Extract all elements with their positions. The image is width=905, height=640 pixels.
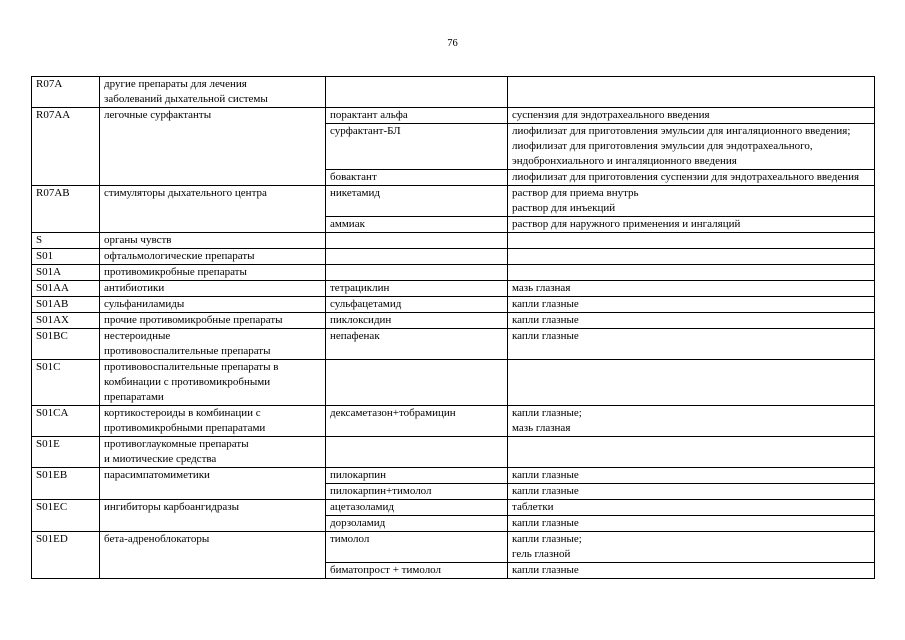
dosage-form-cell: капли глазные; мазь глазная bbox=[508, 406, 875, 437]
drug-name-cell: непафенак bbox=[326, 329, 508, 360]
atc-code-cell: S01EB bbox=[32, 468, 100, 500]
table-row bbox=[32, 360, 875, 406]
atc-code-cell: R07AB bbox=[32, 186, 100, 233]
table-row bbox=[32, 77, 875, 108]
dosage-form-cell: мазь глазная bbox=[508, 281, 875, 297]
drug-name-cell: дорзоламид bbox=[326, 516, 508, 532]
atc-code-cell: S01E bbox=[32, 437, 100, 468]
drug-name-cell: бовактант bbox=[326, 170, 508, 186]
drug-name-cell bbox=[326, 77, 508, 108]
table-row bbox=[32, 297, 875, 313]
atc-code-cell: S01 bbox=[32, 249, 100, 265]
drug-name-cell bbox=[326, 360, 508, 406]
drug-name-cell: тимолол bbox=[326, 532, 508, 563]
drug-name-cell: биматопрост + тимолол bbox=[326, 563, 508, 579]
atc-code-cell: S01CA bbox=[32, 406, 100, 437]
dosage-form-cell bbox=[508, 233, 875, 249]
anatomical-group-cell: легочные сурфактанты bbox=[100, 108, 326, 186]
anatomical-group-cell: антибиотики bbox=[100, 281, 326, 297]
atc-code-cell: S01AX bbox=[32, 313, 100, 329]
drug-classification-table bbox=[31, 76, 875, 579]
dosage-form-cell bbox=[508, 77, 875, 108]
dosage-form-cell: капли глазные bbox=[508, 313, 875, 329]
anatomical-group-cell: противоглаукомные препараты и миотические средства bbox=[100, 437, 326, 468]
atc-code-cell: S01A bbox=[32, 265, 100, 281]
dosage-form-cell: лиофилизат для приготовления суспензии для эндотрахеального введения bbox=[508, 170, 875, 186]
dosage-form-cell: суспензия для эндотрахеального введения bbox=[508, 108, 875, 124]
table-row bbox=[32, 265, 875, 281]
table-row bbox=[32, 313, 875, 329]
table-row bbox=[32, 437, 875, 468]
drug-name-cell bbox=[326, 437, 508, 468]
table-row bbox=[32, 108, 875, 124]
anatomical-group-cell: другие препараты для лечения заболеваний дыхательной системы bbox=[100, 77, 326, 108]
anatomical-group-cell: стимуляторы дыхательного центра bbox=[100, 186, 326, 233]
drug-name-cell: пилокарпин+тимолол bbox=[326, 484, 508, 500]
atc-code-cell: S bbox=[32, 233, 100, 249]
drug-name-cell: ацетазоламид bbox=[326, 500, 508, 516]
dosage-form-cell bbox=[508, 360, 875, 406]
dosage-form-cell: капли глазные; гель глазной bbox=[508, 532, 875, 563]
drug-name-cell: сурфактант-БЛ bbox=[326, 124, 508, 170]
dosage-form-cell: капли глазные bbox=[508, 468, 875, 484]
anatomical-group-cell: бета-адреноблокаторы bbox=[100, 532, 326, 579]
dosage-form-cell bbox=[508, 265, 875, 281]
atc-code-cell: S01BC bbox=[32, 329, 100, 360]
table-row bbox=[32, 500, 875, 516]
table-body bbox=[32, 77, 875, 579]
anatomical-group-cell: прочие противомикробные препараты bbox=[100, 313, 326, 329]
dosage-form-cell: капли глазные bbox=[508, 329, 875, 360]
dosage-form-cell: капли глазные bbox=[508, 516, 875, 532]
atc-code-cell: S01EC bbox=[32, 500, 100, 532]
page-number: 76 bbox=[447, 38, 458, 49]
dosage-form-cell: раствор для наружного применения и ингаляций bbox=[508, 217, 875, 233]
atc-code-cell: S01AA bbox=[32, 281, 100, 297]
table-row bbox=[32, 233, 875, 249]
drug-name-cell bbox=[326, 265, 508, 281]
table-row bbox=[32, 468, 875, 484]
anatomical-group-cell: ингибиторы карбоангидразы bbox=[100, 500, 326, 532]
anatomical-group-cell: парасимпатомиметики bbox=[100, 468, 326, 500]
drug-name-cell bbox=[326, 249, 508, 265]
dosage-form-cell: капли глазные bbox=[508, 484, 875, 500]
atc-code-cell: S01ED bbox=[32, 532, 100, 579]
dosage-form-cell bbox=[508, 437, 875, 468]
atc-code-cell: S01AB bbox=[32, 297, 100, 313]
table-row bbox=[32, 532, 875, 563]
anatomical-group-cell: противовоспалительные препараты в комбинации с противомикробными препаратами bbox=[100, 360, 326, 406]
dosage-form-cell: капли глазные bbox=[508, 297, 875, 313]
drug-name-cell: тетрациклин bbox=[326, 281, 508, 297]
dosage-form-cell: таблетки bbox=[508, 500, 875, 516]
table-row bbox=[32, 249, 875, 265]
table-row bbox=[32, 281, 875, 297]
anatomical-group-cell: офтальмологические препараты bbox=[100, 249, 326, 265]
dosage-form-cell: раствор для приема внутрь раствор для инъекций bbox=[508, 186, 875, 217]
anatomical-group-cell: органы чувств bbox=[100, 233, 326, 249]
drug-name-cell: сульфацетамид bbox=[326, 297, 508, 313]
drug-name-cell bbox=[326, 233, 508, 249]
drug-name-cell: порактант альфа bbox=[326, 108, 508, 124]
drug-name-cell: аммиак bbox=[326, 217, 508, 233]
drug-name-cell: никетамид bbox=[326, 186, 508, 217]
dosage-form-cell: капли глазные bbox=[508, 563, 875, 579]
dosage-form-cell: лиофилизат для приготовления эмульсии для ингаляционного введения; лиофилизат для приготовления эмульсии для эндотрахеального, эндобронхиального и ингаляционного введения bbox=[508, 124, 875, 170]
anatomical-group-cell: противомикробные препараты bbox=[100, 265, 326, 281]
atc-code-cell: R07AA bbox=[32, 108, 100, 186]
drug-name-cell: пиклоксидин bbox=[326, 313, 508, 329]
anatomical-group-cell: кортикостероиды в комбинации с противомикробными препаратами bbox=[100, 406, 326, 437]
drug-name-cell: пилокарпин bbox=[326, 468, 508, 484]
table-row bbox=[32, 186, 875, 217]
atc-code-cell: S01C bbox=[32, 360, 100, 406]
atc-code-cell: R07A bbox=[32, 77, 100, 108]
anatomical-group-cell: нестероидные противовоспалительные препараты bbox=[100, 329, 326, 360]
table-row bbox=[32, 329, 875, 360]
drug-name-cell: дексаметазон+тобрамицин bbox=[326, 406, 508, 437]
table-row bbox=[32, 406, 875, 437]
anatomical-group-cell: сульфаниламиды bbox=[100, 297, 326, 313]
dosage-form-cell bbox=[508, 249, 875, 265]
